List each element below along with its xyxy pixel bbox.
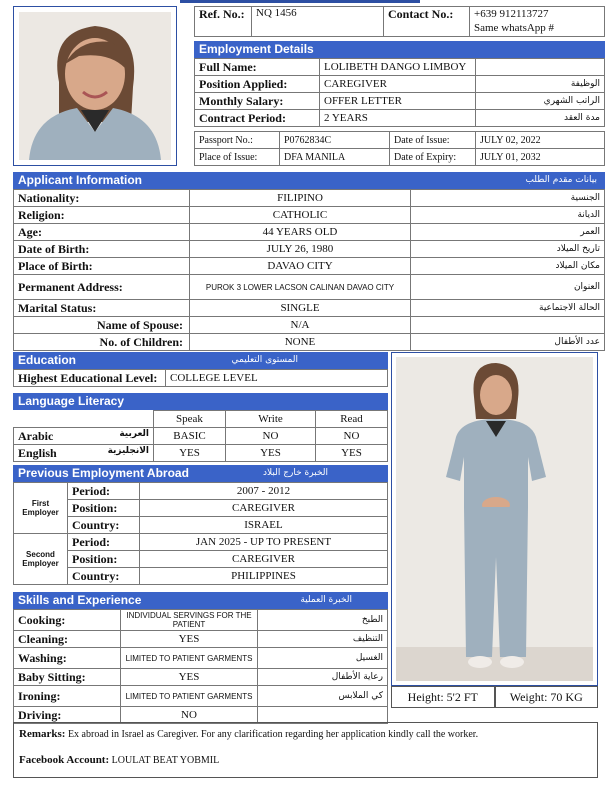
skill-label: Washing:	[14, 648, 121, 669]
lang-speak: BASIC	[154, 428, 226, 445]
expiry-value: JULY 01, 2032	[476, 149, 605, 166]
applicant-value: FILIPINO	[190, 190, 411, 207]
position-label: Position:	[68, 500, 140, 517]
lang-ar: الانجليزية	[107, 445, 149, 456]
education-header	[13, 352, 388, 369]
fullbody-frame	[391, 352, 598, 686]
applicant-value: 44 YEARS OLD	[190, 224, 411, 241]
passport-value: P0762834C	[280, 132, 390, 149]
employer-1-suffix: Employer	[22, 508, 59, 517]
fullbody-photo	[396, 357, 593, 681]
country-label: Country:	[68, 568, 140, 585]
lang-speak: YES	[154, 445, 226, 462]
skills-header	[13, 592, 388, 609]
lang-label: Arabic	[18, 428, 54, 443]
skill-ar: الغسيل	[258, 648, 388, 669]
applicant-label: Religion:	[14, 207, 190, 224]
emp-label: Monthly Salary:	[195, 93, 320, 110]
position-label: Position:	[68, 551, 140, 568]
applicant-label: Date of Birth:	[14, 241, 190, 258]
height-value: Height: 5'2 FT	[391, 686, 495, 708]
skill-label: Cooking:	[14, 610, 121, 631]
applicant-value: JULY 26, 1980	[190, 241, 411, 258]
skill-value: YES	[121, 669, 258, 686]
applicant-value: PUROK 3 LOWER LACSON CALINAN DAVAO CITY	[190, 275, 411, 300]
skills-section	[13, 592, 388, 724]
skill-ar	[258, 707, 388, 724]
issue-date-label: Date of Issue:	[390, 132, 476, 149]
facebook-line	[19, 754, 592, 766]
skill-label: Driving:	[14, 707, 121, 724]
emp-ar: الوظيفة	[476, 76, 605, 93]
applicant-information	[13, 172, 605, 351]
applicant-title-ar: بيانات مقدم الطلب	[525, 175, 597, 185]
skill-value: LIMITED TO PATIENT GARMENTS	[121, 686, 258, 707]
employment-details	[194, 41, 605, 166]
contact-value	[470, 7, 605, 37]
emp-value: 2 YEARS	[320, 110, 476, 127]
country-value: ISRAEL	[140, 517, 388, 534]
emp-label: Contract Period:	[195, 110, 320, 127]
emp-value: OFFER LETTER	[320, 93, 476, 110]
skill-value: YES	[121, 631, 258, 648]
education-title-ar: المستوى التعليمي	[231, 355, 298, 365]
contact-label: Contact No.:	[384, 7, 470, 37]
period-label: Period:	[68, 483, 140, 500]
education-value: COLLEGE LEVEL	[166, 370, 388, 387]
emp-value: LOLIBETH DANGO LIMBOY	[320, 59, 476, 76]
applicant-value: SINGLE	[190, 300, 411, 317]
previous-header	[13, 465, 388, 482]
issue-date-value: JULY 02, 2022	[476, 132, 605, 149]
position-value: CAREGIVER	[140, 551, 388, 568]
language-corner	[14, 411, 154, 428]
position-value: CAREGIVER	[140, 500, 388, 517]
skill-label: Baby Sitting:	[14, 669, 121, 686]
emp-label: Position Applied:	[195, 76, 320, 93]
applicant-value: DAVAO CITY	[190, 258, 411, 275]
ref-contact-block	[194, 6, 605, 37]
emp-ar: مدة العقد	[476, 110, 605, 127]
lang-read: NO	[316, 428, 388, 445]
period-value: 2007 - 2012	[140, 483, 388, 500]
applicant-ar: الجنسية	[411, 190, 605, 207]
place-issue-label: Place of Issue:	[195, 149, 280, 166]
skill-ar: التنظيف	[258, 631, 388, 648]
emp-label: Full Name:	[195, 59, 320, 76]
language-header: Language Literacy	[13, 393, 388, 410]
skill-ar: كي الملابس	[258, 686, 388, 707]
employer-2-name: Second	[26, 550, 55, 559]
expiry-label: Date of Expiry:	[390, 149, 476, 166]
height-weight-bar	[391, 686, 598, 708]
skill-value: NO	[121, 707, 258, 724]
emp-ar: الراتب الشهري	[476, 93, 605, 110]
previous-title-ar: الخبرة خارج البلاد	[263, 468, 328, 478]
children-ar: عدد الأطفال	[411, 334, 605, 351]
portrait-frame	[13, 6, 177, 166]
lang-english	[14, 445, 154, 462]
applicant-ar: الديانة	[411, 207, 605, 224]
contact-number: +639 912113727	[474, 8, 549, 20]
skill-ar: رعاية الأطفال	[258, 669, 388, 686]
previous-title: Previous Employment Abroad	[18, 466, 189, 480]
col-read: Read	[316, 411, 388, 428]
remarks-line	[19, 728, 592, 740]
applicant-ar: العمر	[411, 224, 605, 241]
employment-header: Employment Details	[194, 41, 605, 58]
country-value: PHILIPPINES	[140, 568, 388, 585]
previous-employment	[13, 465, 388, 585]
children-value: NONE	[190, 334, 411, 351]
ref-value: NQ 1456	[252, 7, 384, 37]
period-label: Period:	[68, 534, 140, 551]
remarks-value: Ex abroad in Israel as Caregiver. For any clarification regarding her application kindly call the worker.	[67, 729, 479, 740]
education-label: Highest Educational Level:	[14, 370, 166, 387]
spouse-value: N/A	[190, 317, 411, 334]
employer-1-name: First	[31, 499, 50, 508]
skills-title: Skills and Experience	[18, 593, 142, 607]
contact-note: Same whatsApp #	[474, 22, 555, 34]
emp-value: CAREGIVER	[320, 76, 476, 93]
applicant-ar: تاريخ الميلاد	[411, 241, 605, 258]
lang-write: YES	[226, 445, 316, 462]
lang-read: YES	[316, 445, 388, 462]
weight-value: Weight: 70 KG	[495, 686, 599, 708]
applicant-ar: العنوان	[411, 275, 605, 300]
skills-title-ar: الخبرة العملية	[300, 595, 352, 605]
lang-arabic	[14, 428, 154, 445]
employer-2	[14, 534, 68, 585]
skill-label: Ironing:	[14, 686, 121, 707]
lang-label: English	[18, 445, 57, 460]
spouse-label: Name of Spouse:	[14, 317, 190, 334]
language-section	[13, 393, 388, 462]
emp-ar	[476, 59, 605, 76]
skill-label: Cleaning:	[14, 631, 121, 648]
applicant-label: Age:	[14, 224, 190, 241]
applicant-value: CATHOLIC	[190, 207, 411, 224]
skill-ar: الطبخ	[258, 610, 388, 631]
education-title: Education	[18, 353, 77, 367]
skill-value: LIMITED TO PATIENT GARMENTS	[121, 648, 258, 669]
lang-write: NO	[226, 428, 316, 445]
employer-2-suffix: Employer	[22, 559, 59, 568]
applicant-title: Applicant Information	[18, 173, 142, 187]
spouse-ar	[411, 317, 605, 334]
children-label: No. of Children:	[14, 334, 190, 351]
col-speak: Speak	[154, 411, 226, 428]
place-issue-value: DFA MANILA	[280, 149, 390, 166]
period-value: JAN 2025 - UP TO PRESENT	[140, 534, 388, 551]
applicant-label: Place of Birth:	[14, 258, 190, 275]
skill-value: INDIVIDUAL SERVINGS FOR THE PATIENT	[121, 610, 258, 631]
applicant-label: Nationality:	[14, 190, 190, 207]
portrait-photo	[19, 12, 171, 160]
country-label: Country:	[68, 517, 140, 534]
facebook-label: Facebook Account:	[19, 754, 110, 766]
col-write: Write	[226, 411, 316, 428]
education-section	[13, 352, 388, 387]
applicant-label: Marital Status:	[14, 300, 190, 317]
lang-ar: العربية	[119, 428, 149, 439]
applicant-ar: الحالة الاجتماعية	[411, 300, 605, 317]
facebook-value: LOULAT BEAT YOBMIL	[111, 755, 220, 766]
passport-label: Passport No.:	[195, 132, 280, 149]
top-accent-bar	[180, 0, 420, 3]
ref-label: Ref. No.:	[195, 7, 252, 37]
remarks-label: Remarks:	[19, 728, 66, 740]
remarks-box	[13, 722, 598, 778]
applicant-header	[13, 172, 605, 189]
applicant-label: Permanent Address:	[14, 275, 190, 300]
applicant-ar: مكان الميلاد	[411, 258, 605, 275]
employer-1	[14, 483, 68, 534]
